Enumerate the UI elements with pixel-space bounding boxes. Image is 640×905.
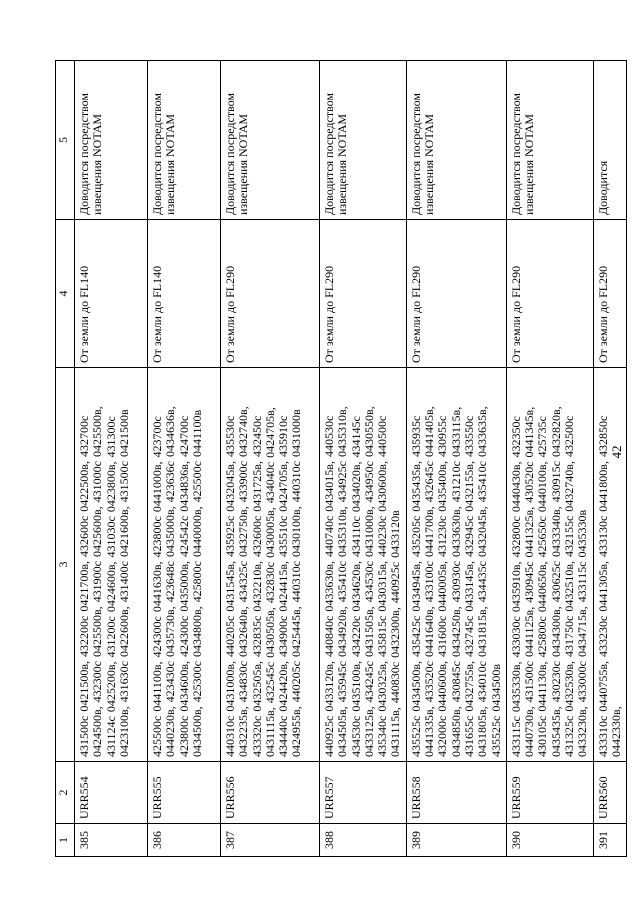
header-col-1: 1 bbox=[56, 824, 75, 857]
notification-method: Доводится посредством извещения NOTAM bbox=[221, 61, 320, 220]
notification-method: Доводится посредством извещения NOTAM bbox=[320, 61, 407, 220]
table-row bbox=[75, 61, 148, 857]
area-code: URR559 bbox=[506, 762, 593, 824]
table-row bbox=[506, 61, 593, 857]
notification-method: Доводится посредством извещения NOTAM bbox=[406, 61, 506, 220]
altitude-limits: От земли до FL290 bbox=[320, 220, 407, 368]
area-coordinates: 440925с 0433120в, 440840с 0433630в, 440740с 0434015в, 440530с 0434505в, 435945с 0434920в, 435410с 0435310в, 434925с 0435310в, 434530с 0435100в, 434220с 0434620в, 434110с 0434020в, 434145с 0433125в, 434245с 0431505в, 434530с 0431000в, 434950с 0430550в, 435340с 0430325в, 435815с 0430315в, 440230с 0430600в, 440500с 0431115в, 440830с 0432300в, 440925с 0433120в bbox=[320, 368, 407, 762]
row-number: 387 bbox=[221, 824, 320, 857]
area-code: URR558 bbox=[406, 762, 506, 824]
area-coordinates: 435525с 0434500в, 435425с 0434945в, 435205с 0435435в, 435935с 0441335в, 433520с 0441640в, 433100с 0441700в, 432645с 0441405в, 432000с 0440600в, 431600с 0440005в, 431230с 0435400в, 430955с 0434850в, 430845с 0434250в, 430930с 0433630в, 431210с 0433115в, 431655с 0432755в, 432745с 0433145в, 432945с 0432155в, 433550с 0431805в, 434010с 0431815в, 434435с 0432045в, 435410с 0433635в, 435525с 0434500в bbox=[406, 368, 506, 762]
area-coordinates: 440310с 0431000в, 440205с 0431545в, 435925с 0432045в, 435530с 0432235в, 434830с 0432640в, 434325с 0432750в, 433900с 0432740в, 433320с 0432505в, 432835с 0432210в, 432600с 0431725в, 432450с 0431115в, 432545с 0430505в, 432830с 0430005в, 434040с 0424705в, 434440с 0424420в, 434900с 0424415в, 435510с 0424705в, 435910с 0424955в, 440205с 0425445в, 440310с 0430100в, 440310с 0431000в bbox=[221, 368, 320, 762]
area-coordinates: 425500с 0441100в, 424300с 0441630в, 423800с 0441000в, 423700с 0440230в, 423430с 0435730в, 423648с 0435000в, 423636с 0434636в, 423800с 0434600в, 424300с 0435000в, 424542с 0434836в, 424700с 0434500в, 425300с 0434800в, 425800с 0440000в, 425500с 0441100в bbox=[148, 368, 221, 762]
altitude-limits: От земли до FL290 bbox=[221, 220, 320, 368]
area-code: URR557 bbox=[320, 762, 407, 824]
row-number: 385 bbox=[75, 824, 148, 857]
row-number: 390 bbox=[506, 824, 593, 857]
area-coordinates: 433115с 0435330в, 433030с 0435910в, 432800с 0440430в, 432350с 0440730в, 431500с 0441125в, 430945с 0441325в, 430520с 0441345в, 430105с 0441130в, 425800с 0440650в, 425650с 0440100в, 425735с 0435435в, 430230с 0434300в, 430625с 0433340в, 430915с 0432820в, 431325с 0432530в, 431750с 0432510в, 432155с 0432740в, 432500с 0433230в, 433000с 0434715в, 433115с 0435330в bbox=[506, 368, 593, 762]
altitude-limits: От земли до FL290 bbox=[593, 220, 627, 368]
notification-method: Доводится bbox=[593, 61, 627, 220]
header-row bbox=[56, 61, 75, 857]
altitude-limits: От земли до FL140 bbox=[75, 220, 148, 368]
table-row bbox=[320, 61, 407, 857]
notification-method: Доводится посредством извещения NOTAM bbox=[75, 61, 148, 220]
area-code: URR555 bbox=[148, 762, 221, 824]
area-code: URR556 bbox=[221, 762, 320, 824]
area-coordinates: 433310с 0440755в, 433230с 0441305в, 433130с 0441800в, 432850с 0442330в, bbox=[593, 368, 627, 762]
rotated-table-container bbox=[55, 61, 623, 857]
altitude-limits: От земли до FL290 bbox=[406, 220, 506, 368]
area-coordinates: 431500с 0421500в, 432200с 0421700в, 432600с 0422500в, 432700с 0424500в, 432300с 0425500в, 431900с 0425600в, 431000с 0425500в, 431124с 0425200в, 431200с 0424600в, 431030с 0423800в, 431300с 0423100в, 431630с 0422600в, 431400с 0421600в, 431500с 0421500в bbox=[75, 368, 148, 762]
table-row bbox=[593, 61, 627, 857]
header-col-3: 3 bbox=[56, 368, 75, 762]
altitude-limits: От земли до FL290 bbox=[506, 220, 593, 368]
header-col-5: 5 bbox=[56, 61, 75, 220]
notification-method: Доводится посредством извещения NOTAM bbox=[148, 61, 221, 220]
row-number: 389 bbox=[406, 824, 506, 857]
table-row bbox=[406, 61, 506, 857]
altitude-limits: От земли до FL140 bbox=[148, 220, 221, 368]
header-col-4: 4 bbox=[56, 220, 75, 368]
table-row bbox=[221, 61, 320, 857]
header-col-2: 2 bbox=[56, 762, 75, 824]
notification-method: Доводится посредством извещения NOTAM bbox=[506, 61, 593, 220]
table-row bbox=[148, 61, 221, 857]
restricted-areas-table bbox=[55, 60, 627, 857]
area-code: URR554 bbox=[75, 762, 148, 824]
row-number: 391 bbox=[593, 824, 627, 857]
row-number: 386 bbox=[148, 824, 221, 857]
area-code: URR560 bbox=[593, 762, 627, 824]
row-number: 388 bbox=[320, 824, 407, 857]
